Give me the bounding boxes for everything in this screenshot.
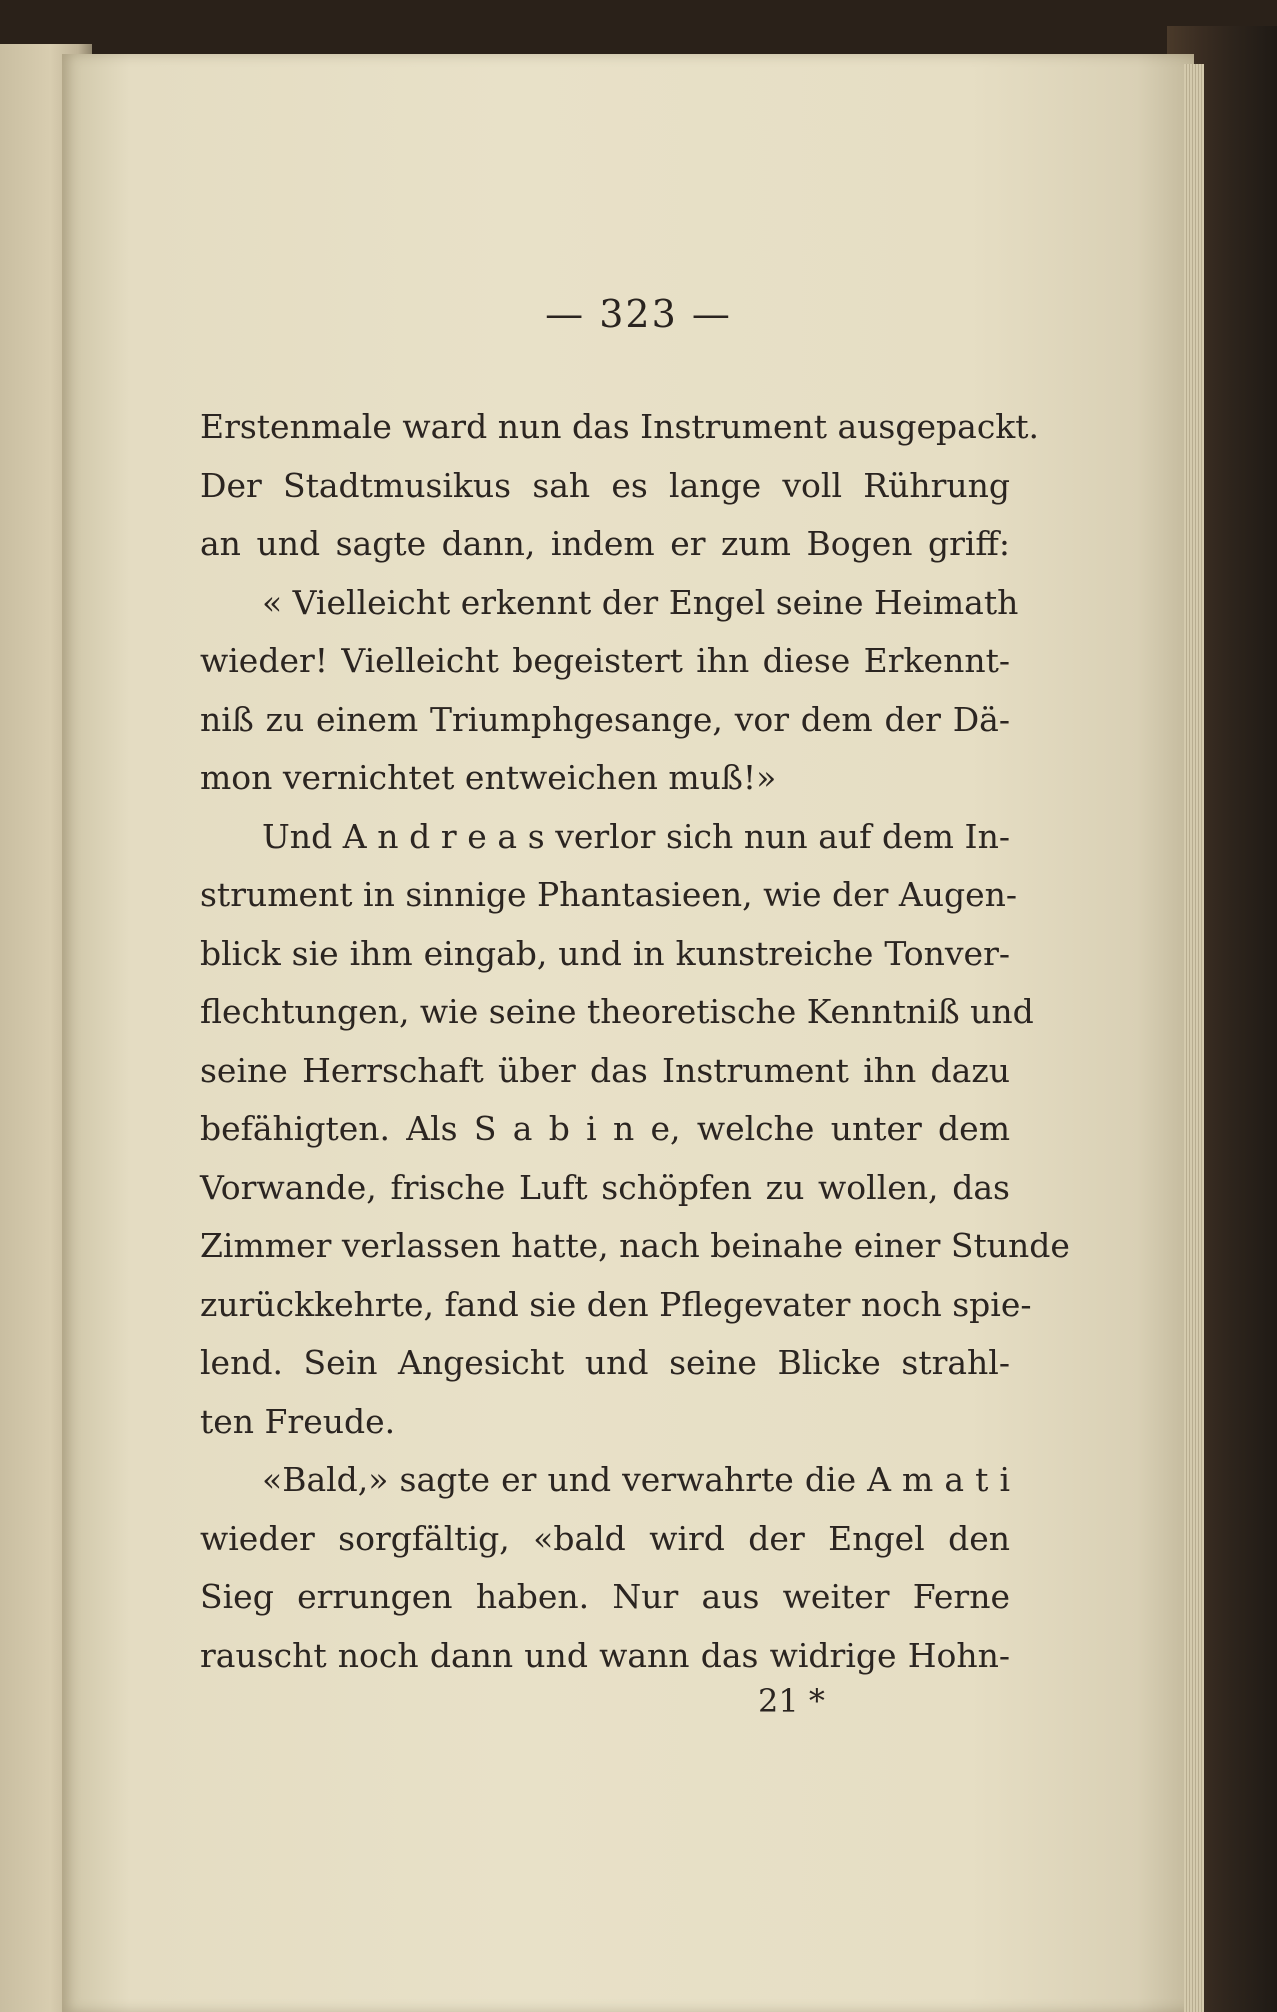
text-line: befähigten. Als S a b i n e, welche unter dem bbox=[200, 1109, 1010, 1148]
text-line: Vorwande, frische Luft schöpfen zu wollen, das bbox=[200, 1167, 1010, 1207]
text-line: Erstenmale ward nun das Instrument ausgepackt. bbox=[200, 407, 1040, 446]
text-line: mon vernichtet entweichen muß!» bbox=[200, 758, 777, 797]
page-block-edges bbox=[1184, 64, 1204, 2012]
text-line: strument in sinnige Phantasieen, wie der Augen- bbox=[200, 875, 1018, 914]
text-line: an und sagte dann, indem er zum Bogen griff: bbox=[200, 524, 1010, 563]
text-line: rauscht noch dann und wann das widrige Hohn- bbox=[200, 1635, 1010, 1675]
signature-mark: 21 * bbox=[758, 1682, 825, 1720]
text-line: zurückkehrte, fand sie den Pflegevater noch spie- bbox=[200, 1284, 1032, 1324]
page-number: — 323 — bbox=[545, 292, 732, 336]
text-line: wieder! Vielleicht begeistert ihn diese Erkennt- bbox=[200, 641, 1010, 680]
text-line: blick sie ihm eingab, und in kunstreiche Tonver- bbox=[200, 933, 1010, 973]
text-line: «Bald,» sagte er und verwahrte die A m a t i bbox=[262, 1460, 1010, 1499]
text-line: « Vielleicht erkennt der Engel seine Heimath bbox=[262, 582, 1019, 622]
text-line: lend. Sein Angesicht und seine Blicke strahl- bbox=[200, 1343, 1010, 1382]
text-line: Zimmer verlassen hatte, nach beinahe einer Stunde bbox=[200, 1226, 1070, 1265]
text-line: ten Freude. bbox=[200, 1401, 396, 1441]
text-line: seine Herrschaft über das Instrument ihn dazu bbox=[200, 1050, 1010, 1090]
text-line: niß zu einem Triumphgesange, vor dem der Dä- bbox=[200, 699, 1010, 739]
text-line: wieder sorgfältig, «bald wird der Engel den bbox=[200, 1518, 1010, 1558]
text-line: Der Stadtmusikus sah es lange voll Rührung bbox=[200, 465, 1010, 505]
text-line: Sieg errungen haben. Nur aus weiter Ferne bbox=[200, 1577, 1010, 1616]
text-line: flechtungen, wie seine theoretische Kenntniß und bbox=[200, 992, 1034, 1031]
text-line: Und A n d r e a s verlor sich nun auf dem In- bbox=[262, 816, 1010, 856]
body-text bbox=[200, 398, 1070, 1685]
